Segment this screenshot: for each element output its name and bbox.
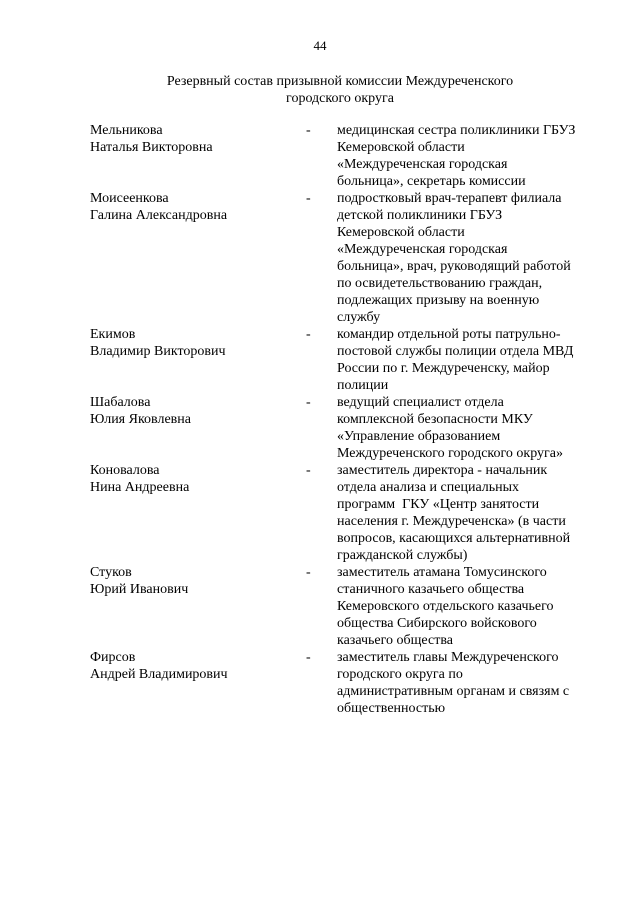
role-line: общества Сибирского войскового	[337, 616, 537, 631]
member-name	[90, 462, 306, 564]
role-line: больница», секретарь комиссии	[337, 174, 526, 189]
role-line: Кемеровского отдельского казачьего	[337, 599, 554, 614]
role-line: «Управление образованием	[337, 429, 501, 444]
role-line: «Междуреченская городская	[337, 242, 508, 257]
separator-dash: -	[306, 327, 311, 342]
role-line: комплексной безопасности МКУ	[337, 412, 533, 427]
member-entry	[90, 326, 610, 394]
role-line: Междуреченского городского округа»	[337, 446, 563, 461]
role-line: подростковый врач-терапевт филиала	[337, 191, 562, 206]
title-line: городского округа	[286, 91, 394, 106]
role-line: административным органам и связям с	[337, 684, 570, 699]
member-name	[90, 122, 306, 190]
member-surname: Екимов	[90, 327, 136, 342]
member-given-names: Наталья Викторовна	[90, 140, 213, 155]
member-surname: Стуков	[90, 565, 132, 580]
member-given-names: Андрей Владимирович	[90, 667, 228, 682]
separator-dash: -	[306, 463, 311, 478]
separator-dash: -	[306, 565, 311, 580]
role-line: по освидетельствованию граждан,	[337, 276, 543, 291]
role-line: заместитель главы Междуреченского	[337, 650, 559, 665]
member-role	[337, 122, 605, 190]
role-line: полиции	[337, 378, 389, 393]
document-title	[120, 73, 560, 107]
member-role	[337, 462, 605, 564]
role-line: детской поликлиники ГБУЗ	[337, 208, 503, 223]
member-given-names: Владимир Викторович	[90, 344, 226, 359]
member-given-names: Юлия Яковлевна	[90, 412, 191, 427]
role-line: станичного казачьего общества	[337, 582, 525, 597]
member-list	[90, 122, 610, 717]
role-line: отдела анализа и специальных	[337, 480, 520, 495]
role-line: вопросов, касающихся альтернативной	[337, 531, 571, 546]
member-name	[90, 326, 306, 394]
role-line: программ ГКУ «Центр занятости	[337, 497, 540, 512]
member-surname: Мельникова	[90, 123, 163, 138]
page-number: 44	[313, 38, 327, 53]
member-name	[90, 394, 306, 462]
role-line: населения г. Междуреченска» (в части	[337, 514, 566, 529]
member-role	[337, 326, 605, 394]
member-given-names: Юрий Иванович	[90, 582, 189, 597]
role-line: гражданской службы)	[337, 548, 468, 563]
role-line: России по г. Междуреченску, майор	[337, 361, 550, 376]
role-line: службу	[337, 310, 381, 325]
title-line: Резервный состав призывной комиссии Междуреченского	[166, 74, 514, 89]
separator-dash: -	[306, 650, 311, 665]
role-line: Кемеровской области	[337, 225, 465, 240]
member-entry	[90, 649, 610, 717]
role-line: Кемеровской области	[337, 140, 465, 155]
member-surname: Коновалова	[90, 463, 160, 478]
member-entry	[90, 122, 610, 190]
role-line: медицинская сестра поликлиники ГБУЗ	[337, 123, 576, 138]
separator-dash: -	[306, 191, 311, 206]
role-line: подлежащих призыву на военную	[337, 293, 540, 308]
member-entry	[90, 394, 610, 462]
member-role	[337, 649, 605, 717]
member-entry	[90, 564, 610, 649]
member-name	[90, 564, 306, 649]
role-line: городского округа по	[337, 667, 463, 682]
member-name	[90, 649, 306, 717]
member-given-names: Нина Андреевна	[90, 480, 190, 495]
role-line: заместитель директора - начальник	[337, 463, 548, 478]
member-name	[90, 190, 306, 326]
role-line: командир отдельной роты патрульно-	[337, 327, 561, 342]
separator-dash: -	[306, 123, 311, 138]
member-surname: Шабалова	[90, 395, 151, 410]
member-entry	[90, 190, 610, 326]
member-role	[337, 564, 605, 649]
role-line: заместитель атамана Томусинского	[337, 565, 547, 580]
member-surname: Моисеенкова	[90, 191, 169, 206]
role-line: «Междуреченская городская	[337, 157, 508, 172]
role-line: больница», врач, руководящий работой	[337, 259, 571, 274]
member-role	[337, 190, 605, 326]
member-entry	[90, 462, 610, 564]
role-line: постовой службы полиции отдела МВД	[337, 344, 574, 359]
member-role	[337, 394, 605, 462]
role-line: общественностью	[337, 701, 446, 716]
role-line: казачьего общества	[337, 633, 453, 648]
separator-dash: -	[306, 395, 311, 410]
member-given-names: Галина Александровна	[90, 208, 228, 223]
member-surname: Фирсов	[90, 650, 136, 665]
role-line: ведущий специалист отдела	[337, 395, 504, 410]
